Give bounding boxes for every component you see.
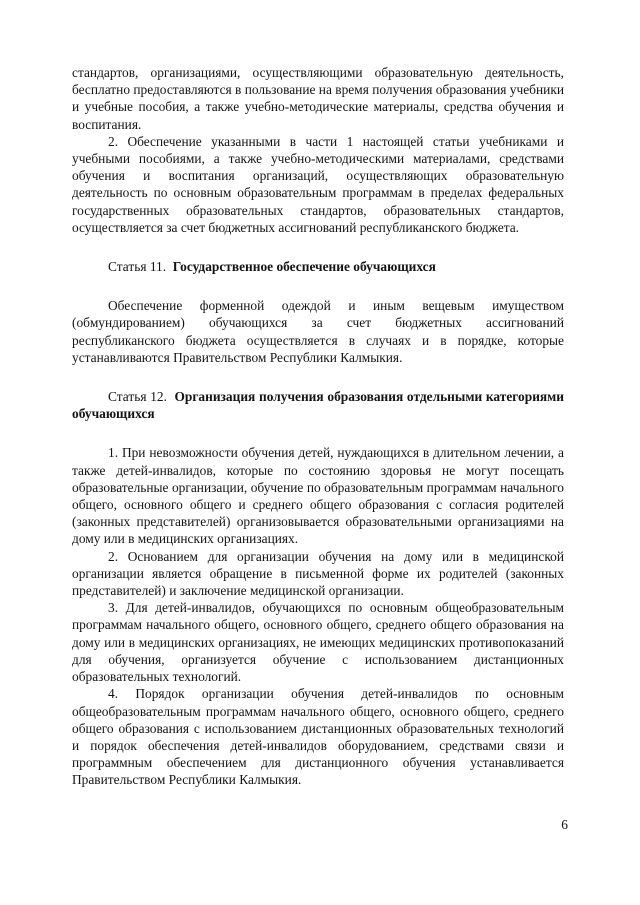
paragraph-continuation: стандартов, организациями, осуществляющими образовательную деятельность, бесплатно предоставляются в пользование на время получения образования учебники и учебные пособия, а также учебно-методические материалы, средства обучения и воспитания.: [72, 65, 564, 132]
spacer: [72, 275, 564, 297]
page-number: 6: [561, 817, 568, 832]
article-12-part-2: 2. Основанием для организации обучения на дому или в медицинской организации является обращение в письменной форме их родителей (законных представителей) и заключение медицинской организации.: [72, 548, 564, 599]
spacer: [72, 236, 564, 258]
article-11-title: Государственное обеспечение обучающихся: [172, 259, 436, 275]
article-12-part-1: 1. При невозможности обучения детей, нуждающихся в длительном лечении, а также детей-инвалидов, которые по состоянию здоровья не могут посещать образовательные организации, обучение по образовательным программам начального общего, основного общего и среднего общего образования с согласия родителей (законных представителей) организовывается образовательными организациями на дому или в медицинских организациях.: [72, 445, 564, 547]
article-12-part-4: 4. Порядок организации обучения детей-инвалидов по основным общеобразовательным программам начального общего, основного общего, среднего общего образования с использованием дистанционных образовательных технологий и порядок обеспечения детей-инвалидов оборудованием, средствами связи и программным обеспечением для дистанционного обучения устанавливается Правительством Республики Калмыкия.: [72, 686, 564, 788]
article-12-title: Организация получения образования отдельными категориями обучающихся: [72, 389, 564, 422]
article-11-number: Статья 11.: [108, 259, 167, 275]
spacer: [72, 422, 564, 444]
article-11-heading: [72, 258, 564, 275]
article-12-part-3: 3. Для детей-инвалидов, обучающихся по основным общеобразовательным программам начального общего, основного общего, среднего общего образования на дому или в медицинских организациях, не имеющих медицинских противопоказаний для обучения, организуется обучение с использованием дистанционных образовательных технологий.: [72, 600, 564, 685]
article-11-text: Обеспечение форменной одеждой и иным вещевым имуществом (обмундированием) обучающихся за счет бюджетных ассигнований республиканского бюджета осуществляется в случаях и в порядке, которые устанавливаются Правительством Республики Калмыкия.: [72, 298, 564, 365]
spacer: [72, 366, 564, 388]
paragraph-article-10-part-2: 2. Обеспечение указанными в части 1 настоящей статьи учебниками и учебными пособиями, а также учебно-методическими материалами, средствами обучения и воспитания организаций, осуществляющих образовательную деятельность по основным образовательным программам в пределах федеральных государственных образовательных стандартов, образовательных стандартов, осуществляется за счет бюджетных ассигнований республиканского бюджета.: [72, 133, 564, 235]
article-12-heading: [72, 388, 564, 422]
article-12-number: Статья 12.: [108, 389, 167, 405]
document-page: [72, 64, 564, 789]
